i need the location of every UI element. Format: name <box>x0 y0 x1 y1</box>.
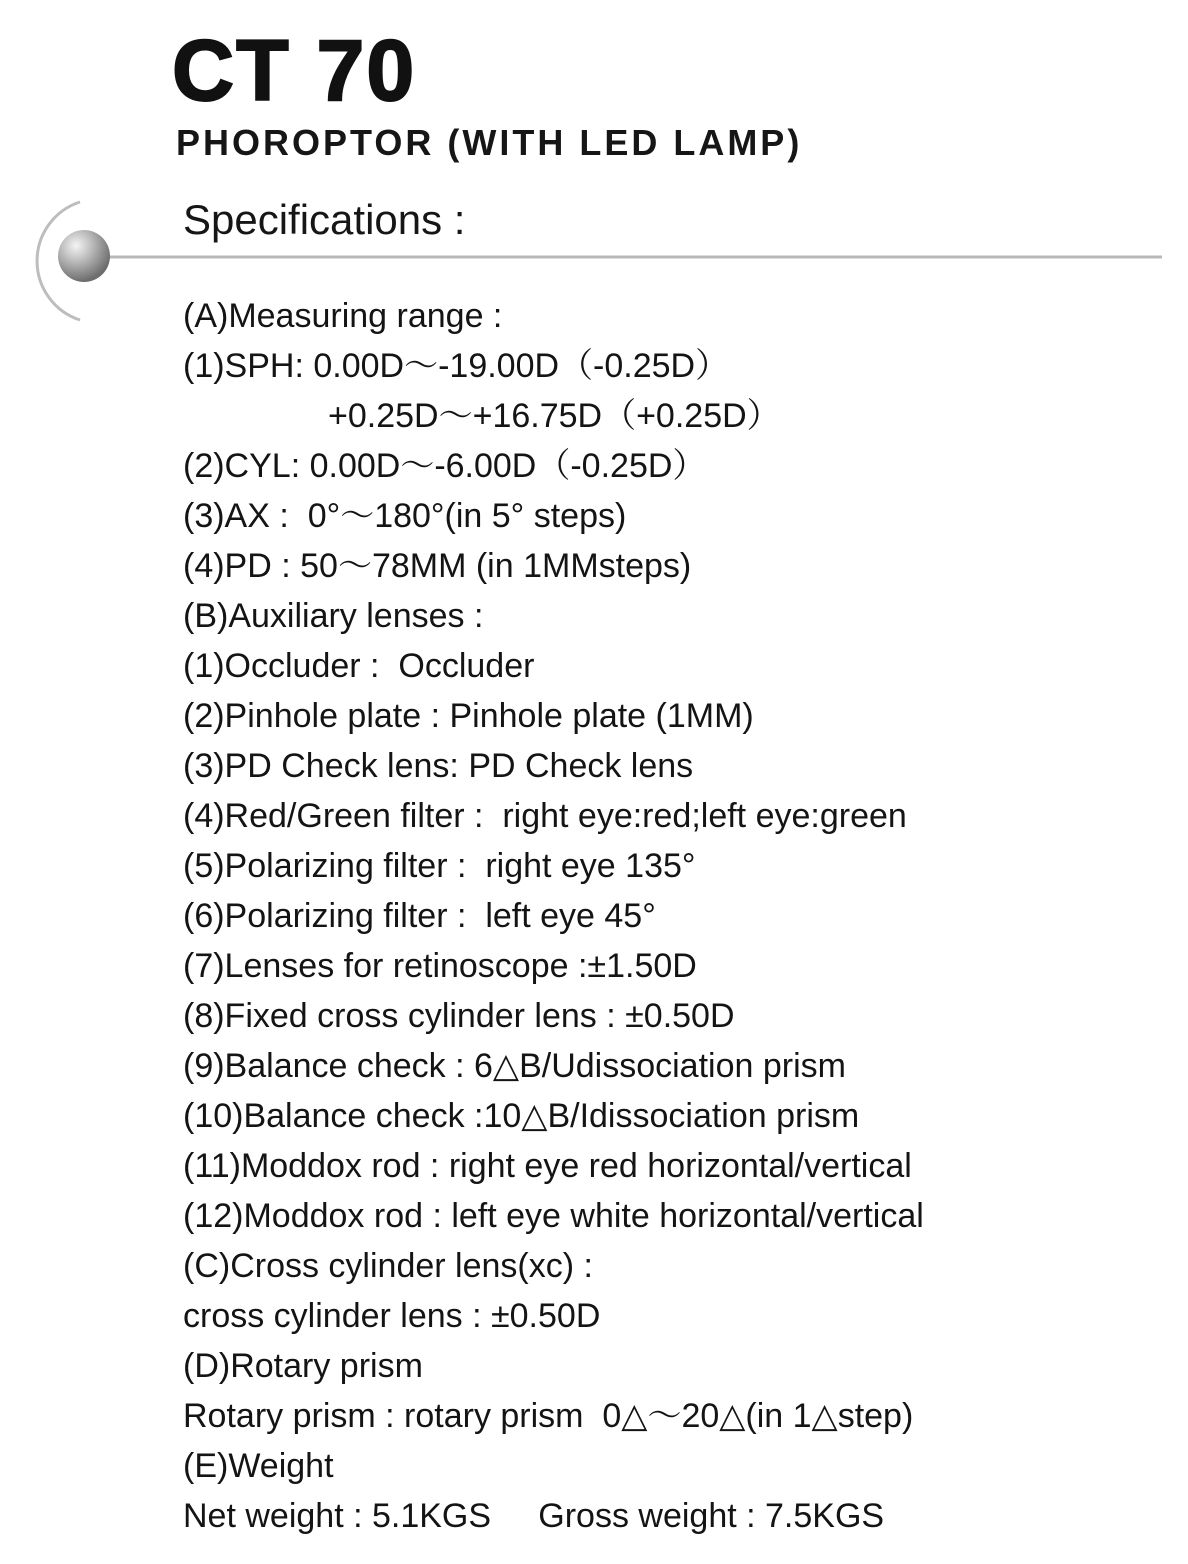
spec-line: Net weight : 5.1KGS Gross weight : 7.5KGS <box>183 1497 885 1535</box>
spec-line: (6)Polarizing filter : left eye 45° <box>183 897 656 935</box>
spec-line: (2)CYL: 0.00D～-6.00D（-0.25D） <box>183 447 707 485</box>
spec-line: (4)PD : 50～78MM (in 1MMsteps) <box>183 547 692 585</box>
spec-line: (5)Polarizing filter : right eye 135° <box>183 847 696 885</box>
spec-line: (4)Red/Green filter : right eye:red;left eye:green <box>183 797 907 835</box>
spec-line: (7)Lenses for retinoscope :±1.50D <box>183 947 697 985</box>
spec-line: Rotary prism : rotary prism 0△～20△(in 1△step) <box>183 1397 914 1435</box>
spec-line: (8)Fixed cross cylinder lens : ±0.50D <box>183 997 735 1035</box>
spec-line: (11)Moddox rod : right eye red horizontal/vertical <box>183 1147 912 1185</box>
spec-line: (2)Pinhole plate : Pinhole plate (1MM) <box>183 697 754 735</box>
product-subtitle: PHOROPTOR (WITH LED LAMP) <box>176 122 803 163</box>
sphere-icon <box>58 230 110 282</box>
spec-line: +0.25D～+16.75D（+0.25D） <box>328 397 781 435</box>
spec-line: (A)Measuring range : <box>183 297 503 335</box>
specifications-heading: Specifications : <box>183 196 466 243</box>
model-title: CT 70 <box>172 23 417 119</box>
spec-line: (3)PD Check lens: PD Check lens <box>183 747 694 785</box>
spec-line: (C)Cross cylinder lens(xc) : <box>183 1247 593 1285</box>
spec-line: (1)SPH: 0.00D～-19.00D（-0.25D） <box>183 347 730 385</box>
spec-line: (10)Balance check :10△B/Idissociation prism <box>183 1097 860 1135</box>
spec-line: (E)Weight <box>183 1447 334 1485</box>
specification-list <box>183 291 924 1541</box>
spec-line: (1)Occluder : Occluder <box>183 647 535 685</box>
spec-line: (9)Balance check : 6△B/Udissociation prism <box>183 1047 846 1085</box>
spec-line: (D)Rotary prism <box>183 1347 423 1385</box>
spec-line: cross cylinder lens : ±0.50D <box>183 1297 601 1335</box>
spec-line: (B)Auxiliary lenses : <box>183 597 484 635</box>
spec-line: (12)Moddox rod : left eye white horizontal/vertical <box>183 1197 924 1235</box>
spec-line: (3)AX : 0°～180°(in 5° steps) <box>183 497 627 535</box>
